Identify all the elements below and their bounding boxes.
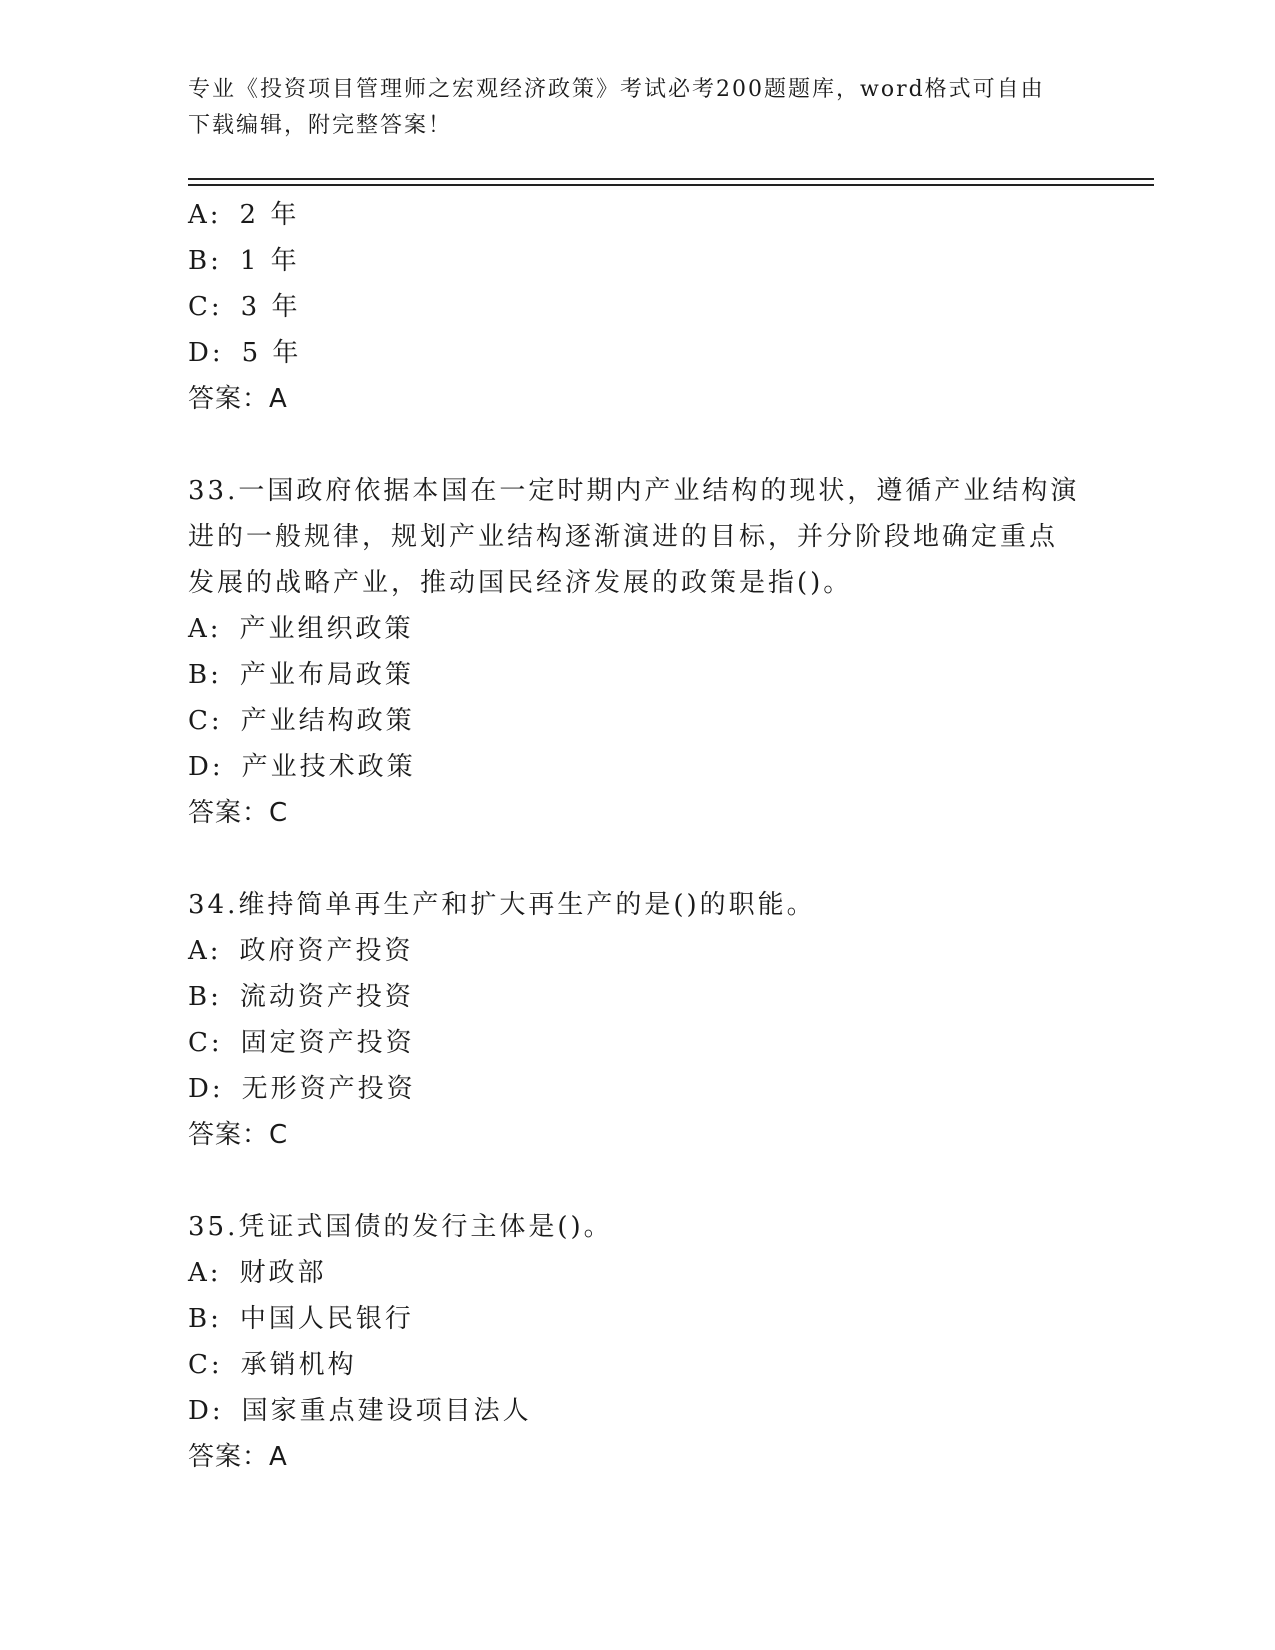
option-text: 产业布局政策 [239,660,414,690]
option-b [188,652,1108,698]
option-key: D: [188,338,224,368]
question-text-line: 34.维持简单再生产和扩大再生产的是()的职能。 [188,890,816,920]
option-text: 产业技术政策 [241,752,416,782]
question-block [188,468,1108,836]
option-text: 国家重点建设项目法人 [241,1396,532,1426]
option-key: B: [188,246,222,276]
block-spacer [188,422,1108,468]
option-d [188,330,1108,376]
option-text: 2 年 [239,200,300,230]
option-d [188,744,1108,790]
option-key: B: [188,982,222,1012]
header-divider-top [188,178,1154,180]
option-key: C: [188,292,223,322]
option-d [188,1388,1108,1434]
option-d [188,1066,1108,1112]
option-c [188,284,1108,330]
option-text: 无形资产投资 [241,1074,416,1104]
document-header [188,72,1088,144]
option-b [188,974,1108,1020]
option-text: 5 年 [241,338,302,368]
option-a [188,928,1108,974]
option-key: A: [188,614,222,644]
option-text: 产业结构政策 [240,706,415,736]
header-line-2: 下载编辑，附完整答案！ [188,113,453,138]
header-divider-bottom [188,184,1154,186]
option-b [188,238,1108,284]
option-text: 产业组织政策 [239,614,414,644]
question-text-line: 发展的战略产业，推动国民经济发展的政策是指()。 [188,568,853,598]
answer-line: 答案：A [188,1442,288,1472]
option-a [188,606,1108,652]
option-text: 1 年 [239,246,300,276]
option-key: A: [188,200,222,230]
option-key: D: [188,1074,224,1104]
option-key: B: [188,1304,222,1334]
option-text: 3 年 [240,292,301,322]
option-text: 承销机构 [240,1350,357,1380]
question-text-line: 33.一国政府依据本国在一定时期内产业结构的现状，遵循产业结构演 [188,476,1080,506]
option-b [188,1296,1108,1342]
option-key: C: [188,1028,223,1058]
answer-line: 答案：C [188,798,289,828]
header-line-1: 专业《投资项目管理师之宏观经济政策》考试必考200题题库，word格式可自由 [188,77,1045,102]
question-block [188,192,1108,422]
option-c [188,1342,1108,1388]
question-block [188,1204,1108,1480]
option-c [188,1020,1108,1066]
option-key: A: [188,1258,222,1288]
option-key: C: [188,1350,223,1380]
question-text-line: 35.凭证式国债的发行主体是()。 [188,1212,613,1242]
block-spacer [188,1158,1108,1204]
answer-line: 答案：A [188,384,288,414]
question-text-line: 进的一般规律，规划产业结构逐渐演进的目标，并分阶段地确定重点 [188,522,1059,552]
option-text: 政府资产投资 [239,936,414,966]
option-text: 固定资产投资 [240,1028,415,1058]
option-key: D: [188,752,224,782]
option-key: A: [188,936,222,966]
option-a [188,1250,1108,1296]
block-spacer [188,836,1108,882]
option-key: C: [188,706,223,736]
option-text: 财政部 [239,1258,327,1288]
question-block [188,882,1108,1158]
option-a [188,192,1108,238]
option-text: 中国人民银行 [239,1304,414,1334]
option-c [188,698,1108,744]
answer-line: 答案：C [188,1120,289,1150]
question-list [188,192,1108,1480]
option-key: B: [188,660,222,690]
option-key: D: [188,1396,224,1426]
option-text: 流动资产投资 [239,982,414,1012]
